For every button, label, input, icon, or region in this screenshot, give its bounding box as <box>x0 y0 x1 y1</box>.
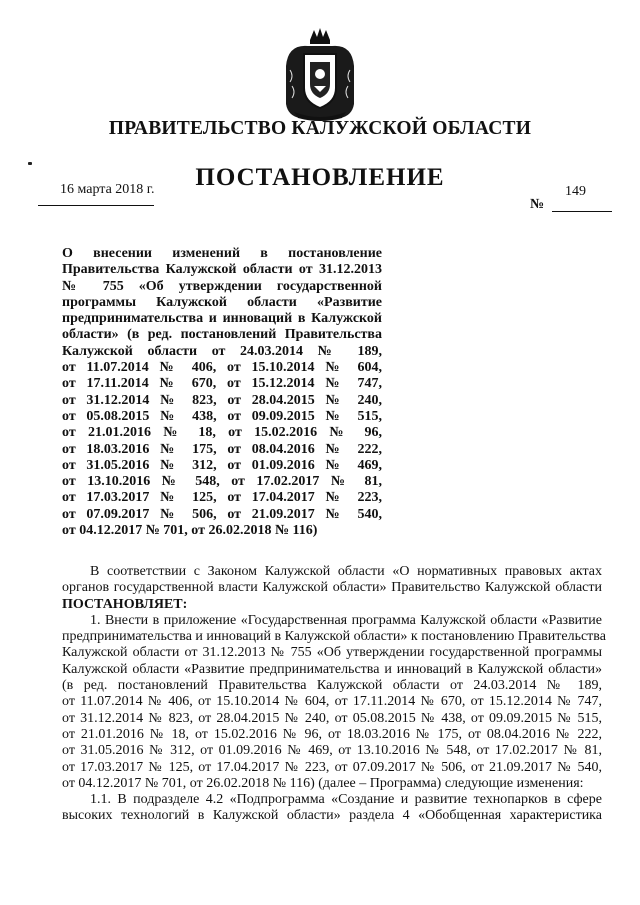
item-1-line: Калужской области «Развитие предпринимательства и инноваций в Калужской области» <box>62 661 602 677</box>
subject-line: предпринимательства и инноваций в Калужской <box>62 311 382 327</box>
subject-line: от 05.08.2015 № 438, от 09.09.2015 № 515, <box>62 408 382 424</box>
item-1-line: от 31.05.2016 № 312, от 01.09.2016 № 469, от 13.10.2016 № 548, от 17.02.2017 № 81, <box>62 743 602 759</box>
item-1-line: от 17.03.2017 № 125, от 17.04.2017 № 223, от 07.09.2017 № 506, от 21.09.2017 № 540, <box>62 759 602 775</box>
item-1-1-line: высоких технологий в Калужской области» раздела 4 «Обобщенная характеристика <box>62 808 602 824</box>
subject-line: от 31.12.2014 № 823, от 28.04.2015 № 240, <box>62 392 382 408</box>
subject-line: от 21.01.2016 № 18, от 15.02.2016 № 96, <box>62 425 382 441</box>
item-1-line: 1. Внести в приложение «Государственная программа Калужской области «Развитие <box>90 612 602 628</box>
preamble-line: В соответствии с Законом Калужской области «О нормативных правовых актах <box>90 564 602 579</box>
subject-line: от 13.10.2016 № 548, от 17.02.2017 № 81, <box>62 474 382 490</box>
subject-line: № 755 «Об утверждении государственной <box>62 278 382 294</box>
subject-line: Правительства Калужской области от 31.12.2013 <box>62 262 382 278</box>
document-type-title: ПОСТАНОВЛЕНИЕ <box>195 164 445 191</box>
item-1-line: предпринимательства и инноваций в Калужской области» к постановлению Правительства <box>62 629 606 645</box>
item-1-line: от 21.01.2016 № 18, от 15.02.2016 № 96, от 18.03.2016 № 175, от 08.04.2016 № 222, <box>62 726 602 742</box>
subject-line: Калужской области от 24.03.2014 № 189, <box>62 343 382 359</box>
document-date: 16 марта 2018 г. <box>60 182 155 197</box>
item-1-line: (в ред. постановлений Правительства Калужской области от 24.03.2014 № 189, <box>62 678 602 694</box>
subject-line: от 07.09.2017 № 506, от 21.09.2017 № 540, <box>62 506 382 522</box>
resolution-body <box>62 564 606 825</box>
subject-line: от 18.03.2016 № 175, от 08.04.2016 № 222, <box>62 441 382 457</box>
item-1-line: от 31.12.2014 № 823, от 28.04.2015 № 240, от 05.08.2015 № 438, от 09.09.2015 № 515, <box>62 710 602 726</box>
preamble-line: органов государственной власти Калужской области» Правительство Калужской области <box>62 580 602 596</box>
coat-of-arms-emblem <box>280 26 360 121</box>
number-sign: № <box>530 197 545 212</box>
document-number: 149 <box>565 184 586 199</box>
item-1-line: от 11.07.2014 № 406, от 15.10.2014 № 604, от 17.11.2014 № 670, от 15.12.2014 № 747, <box>62 694 602 710</box>
subject-line: от 31.05.2016 № 312, от 01.09.2016 № 469, <box>62 457 382 473</box>
subject-line: О внесении изменений в постановление <box>62 246 382 261</box>
government-title: ПРАВИТЕЛЬСТВО КАЛУЖСКОЙ ОБЛАСТИ <box>108 118 532 139</box>
item-1-line: от 04.12.2017 № 701, от 26.02.2018 № 116) (далее – Программа) следующие изменения: <box>62 775 584 791</box>
item-1-line: Калужской области от 31.12.2013 № 755 «Об утверждении государственной программы <box>62 645 602 661</box>
resolves-heading: ПОСТАНОВЛЯЕТ: <box>62 596 188 612</box>
subject-line: от 11.07.2014 № 406, от 15.10.2014 № 604, <box>62 360 382 376</box>
subject-line: от 04.12.2017 № 701, от 26.02.2018 № 116) <box>62 523 318 539</box>
subject-line: области» (в ред. постановлений Правительства <box>62 327 382 343</box>
item-1-1-line: 1.1. В подразделе 4.2 «Подпрограмма «Создание и развитие технопарков в сфере <box>90 792 602 808</box>
subject-line: программы Калужской области «Развитие <box>62 294 382 310</box>
subject-line: от 17.11.2014 № 670, от 15.12.2014 № 747, <box>62 376 382 392</box>
date-underline <box>38 205 154 206</box>
subject-line: от 17.03.2017 № 125, от 17.04.2017 № 223, <box>62 490 382 506</box>
number-underline <box>552 211 612 212</box>
resolution-subject <box>62 246 382 539</box>
